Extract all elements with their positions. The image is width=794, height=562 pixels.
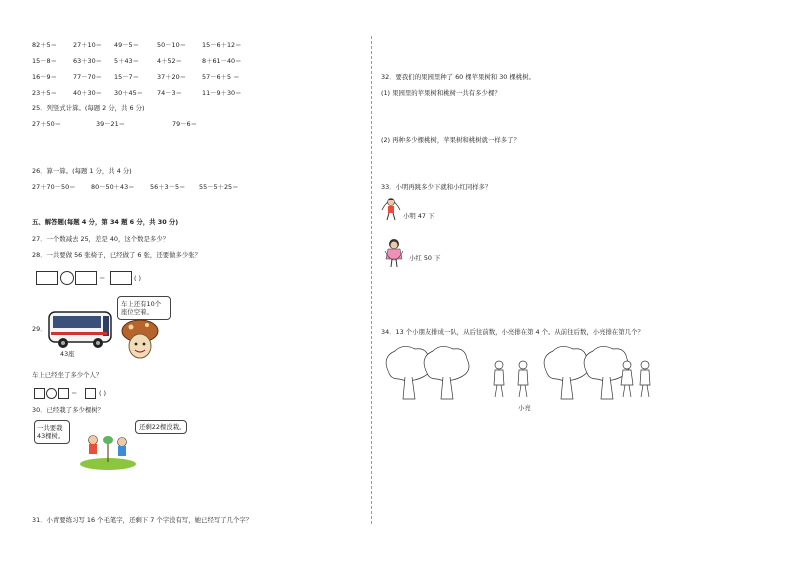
mushroom-character-illustration <box>120 318 160 360</box>
column-divider <box>371 36 372 524</box>
q30-title: 30．已经栽了多少棵树？ <box>32 406 105 414</box>
q26-item: 56＋3－5＝ <box>150 183 186 191</box>
label-ming: 小明 47 下 <box>403 212 435 220</box>
equals-sign: ＝ <box>99 274 106 282</box>
q27-text: 27．一个数减去 25，差是 40，这个数是多少？ <box>32 235 170 243</box>
q26-item: 55－5＋25＝ <box>199 183 239 191</box>
calc-item: 82＋5＝ <box>32 41 57 49</box>
section-heading: 五、解答题(每题 4 分，第 34 题 6 分，共 30 分) <box>32 218 179 226</box>
calc-item: 77－70＝ <box>73 73 103 81</box>
q25-item: 39－21＝ <box>96 120 126 128</box>
answer-box[interactable] <box>75 271 97 285</box>
bubble-text: 一共要栽43棵树。 <box>37 424 65 440</box>
q26-item: 80－50＋43＝ <box>91 183 135 191</box>
calc-item: 37＋20＝ <box>157 73 187 81</box>
q32-sub1: (1) 果园里的苹果树和桃树一共有多少棵？ <box>381 89 501 97</box>
q32-sub2: (2) 再种多少棵桃树，苹果树和桃树就一样多了？ <box>381 136 520 144</box>
unit-paren: ( ) <box>99 389 107 397</box>
q25-item: 79－6＝ <box>172 120 197 128</box>
bus-illustration <box>48 308 114 354</box>
calc-item: 74－3＝ <box>157 89 182 97</box>
q32-title: 32．要我们的果园里种了 60 棵苹果树和 30 棵桃树。 <box>381 73 535 81</box>
speech-bubble <box>34 420 70 444</box>
calc-item: 15－8＝ <box>32 57 57 65</box>
q26-title: 26．算一算。(每题 1 分，共 4 分) <box>32 167 132 175</box>
q34-title: 34．13 个小朋友排成一队，从后往前数，小亮排在第 4 个。从前往后数，小亮排在第几个？ <box>381 328 644 336</box>
calc-item: 30＋45＝ <box>114 89 144 97</box>
trees-and-children-illustration <box>381 343 665 413</box>
children-planting-trees-illustration <box>78 430 138 470</box>
q25-item: 27＋50＝ <box>32 120 62 128</box>
q28-title: 28．一共要做 56 张椅子，已经做了 6 张，还要做多少张？ <box>32 251 202 259</box>
answer-box[interactable] <box>85 388 96 399</box>
calc-item: 15－6＋12＝ <box>202 41 242 49</box>
calc-item: 15－7＝ <box>114 73 139 81</box>
calc-item: 63＋30＝ <box>73 57 103 65</box>
q33-title: 33．小明再跳多少下就和小红同样多？ <box>381 183 492 191</box>
label-hong: 小红 50 下 <box>409 254 441 262</box>
operator-circle[interactable] <box>60 271 74 285</box>
calc-item: 27＋10＝ <box>73 41 103 49</box>
q25-title: 25．列竖式计算。(每题 2 分，共 6 分) <box>32 104 145 112</box>
calc-item: 8＋61－40＝ <box>202 57 242 65</box>
speech-bubble <box>135 420 187 434</box>
q29-question: 车上已经坐了多少个人？ <box>32 371 103 379</box>
calc-item: 57－6＋5 ＝ <box>202 73 240 81</box>
answer-box[interactable] <box>34 388 45 399</box>
calc-item: 5＋43＝ <box>114 57 139 65</box>
girl-jumping-rope-illustration <box>382 237 406 269</box>
operator-circle[interactable] <box>46 388 57 399</box>
unit-paren: ( ) <box>134 274 142 282</box>
answer-box[interactable] <box>58 388 69 399</box>
calc-item: 49－5＝ <box>114 41 139 49</box>
calc-item: 11－9＋30＝ <box>202 89 242 97</box>
q29-number: 29． <box>32 325 47 333</box>
equals-sign: ＝ <box>71 389 78 397</box>
bus-label: 43座 <box>60 350 75 358</box>
calc-item: 16－9＝ <box>32 73 57 81</box>
answer-box[interactable] <box>36 271 58 285</box>
answer-box[interactable] <box>110 271 132 285</box>
calc-item: 23＋5＝ <box>32 89 57 97</box>
boy-jumping-rope-illustration <box>380 196 402 222</box>
calc-item: 4＋52＝ <box>157 57 182 65</box>
speech-bubble <box>117 296 171 320</box>
q31-text: 31．小青要练习写 16 个毛笔字，还剩下 7 个字没有写，她已经写了几个字？ <box>32 516 253 524</box>
bubble-text: 车上还有10个座位空着。 <box>121 300 162 316</box>
calc-item: 40＋30＝ <box>73 89 103 97</box>
label-xiaoliang: 小亮 <box>518 404 531 412</box>
bubble-text: 还剩22棵没栽。 <box>139 423 186 431</box>
calc-item: 50－10＝ <box>157 41 187 49</box>
q26-item: 27＋70－50＝ <box>32 183 76 191</box>
